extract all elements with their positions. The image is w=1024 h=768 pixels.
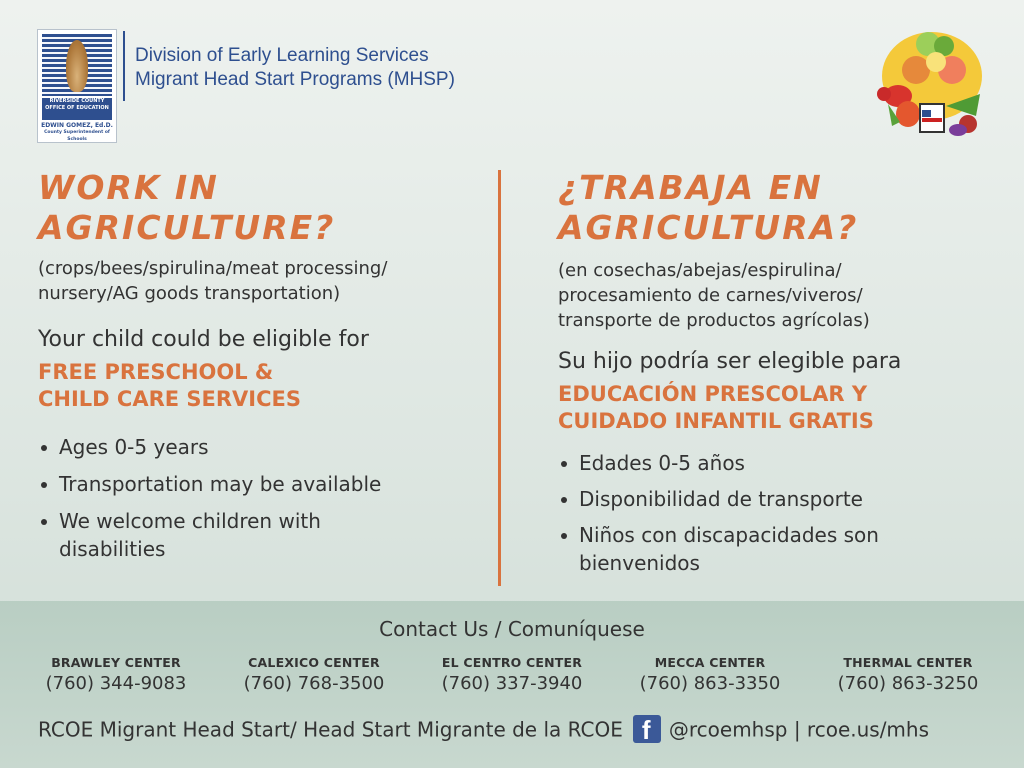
- free-line: CUIDADO INFANTIL GRATIS: [558, 409, 874, 433]
- facebook-icon[interactable]: [633, 715, 661, 743]
- flame-icon: [66, 40, 88, 92]
- center-calexico: [214, 655, 414, 694]
- headline-line: AGRICULTURE?: [38, 208, 336, 247]
- center-name: MECCA CENTER: [654, 655, 766, 670]
- program-name: RCOE Migrant Head Start/ Head Start Migrante de la RCOE: [38, 717, 623, 742]
- free-line: CHILD CARE SERVICES: [38, 387, 302, 411]
- center-phone: (760) 863-3250: [837, 673, 979, 694]
- header: [0, 0, 1024, 150]
- center-name: BRAWLEY CENTER: [51, 655, 181, 670]
- logo-band-line: RIVERSIDE COUNTY: [49, 98, 105, 104]
- headline-spanish: [558, 168, 998, 248]
- bullet-transportation: [38, 470, 478, 498]
- bullet-ages: [38, 433, 478, 461]
- center-thermal: [808, 655, 1008, 694]
- logo-emblem: [42, 34, 112, 96]
- industries-line: (crops/bees/spirulina/meat processing/: [38, 258, 388, 279]
- center-brawley: [16, 655, 216, 694]
- bullet-text: Disponibilidad de transporte: [579, 487, 863, 511]
- center-name: THERMAL CENTER: [843, 655, 973, 670]
- center-el-centro: [412, 655, 612, 694]
- column-divider: [498, 170, 501, 586]
- bullet-text: Transportation may be available: [59, 472, 382, 496]
- center-phone: (760) 344-9083: [45, 673, 187, 694]
- industries-spanish: [558, 258, 998, 333]
- logo-name: [40, 122, 114, 143]
- industries-line: procesamiento de carnes/viveros/: [558, 285, 863, 306]
- spanish-column: [558, 168, 998, 577]
- division-title: [135, 44, 455, 92]
- center-phone: (760) 768-3500: [243, 673, 385, 694]
- division-line: Division of Early Learning Services: [135, 45, 429, 66]
- footer-bottom-line: [38, 717, 998, 747]
- bullet-transportation: [558, 485, 998, 513]
- logo-band-line: OFFICE OF EDUCATION: [45, 105, 109, 111]
- logo-name-line: County Superintendent of Schools: [44, 130, 110, 142]
- eligible-spanish: Su hijo podría ser elegible para: [558, 349, 902, 374]
- bullet-text: disabilities: [59, 537, 166, 561]
- division-line: Migrant Head Start Programs (MHSP): [135, 69, 455, 90]
- bullet-text: Edades 0-5 años: [579, 451, 745, 475]
- free-services-spanish: [558, 381, 998, 435]
- bullet-text: bienvenidos: [579, 551, 700, 575]
- free-line: FREE PRESCHOOL &: [38, 360, 274, 384]
- bullet-disabilities: [38, 507, 478, 563]
- free-line: EDUCACIÓN PRESCOLAR Y: [558, 382, 868, 406]
- industries-line: (en cosechas/abejas/espirulina/: [558, 260, 842, 281]
- bullet-text: We welcome children with: [59, 509, 321, 533]
- center-name: CALEXICO CENTER: [248, 655, 380, 670]
- industries-line: nursery/AG goods transportation): [38, 283, 341, 304]
- industries-line: transporte de productos agrícolas): [558, 310, 870, 331]
- headline-line: WORK IN: [38, 168, 219, 207]
- logo-name-line: EDWIN GOMEZ, Ed.D.: [41, 122, 113, 129]
- bullets-spanish: [558, 449, 998, 577]
- center-phone: (760) 863-3350: [639, 673, 781, 694]
- center-mecca: [610, 655, 810, 694]
- header-divider: [123, 31, 125, 101]
- produce-family-icon: [870, 26, 990, 144]
- social-handle[interactable]: @rcoemhsp | rcoe.us/mhs: [668, 717, 930, 742]
- headline-line: ¿TRABAJA EN: [558, 168, 823, 207]
- headline-line: AGRICULTURA?: [558, 208, 859, 247]
- free-services-english: [38, 359, 478, 413]
- contact-title: Contact Us / Comuníquese: [379, 617, 645, 641]
- logo-band: [42, 98, 112, 120]
- eligible-english: Your child could be eligible for: [38, 327, 369, 352]
- center-list: [0, 655, 1024, 705]
- industries-english: [38, 256, 478, 306]
- rcoe-logo: [37, 29, 117, 143]
- bullet-text: Ages 0-5 years: [59, 435, 209, 459]
- center-phone: (760) 337-3940: [441, 673, 583, 694]
- contact-footer: [0, 601, 1024, 768]
- bullets-english: [38, 433, 478, 563]
- headline-english: [38, 168, 478, 248]
- center-name: EL CENTRO CENTER: [441, 655, 583, 670]
- bullet-ages: [558, 449, 998, 477]
- bullet-disabilities: [558, 521, 998, 577]
- english-column: [38, 168, 478, 563]
- bullet-text: Niños con discapacidades son: [579, 523, 879, 547]
